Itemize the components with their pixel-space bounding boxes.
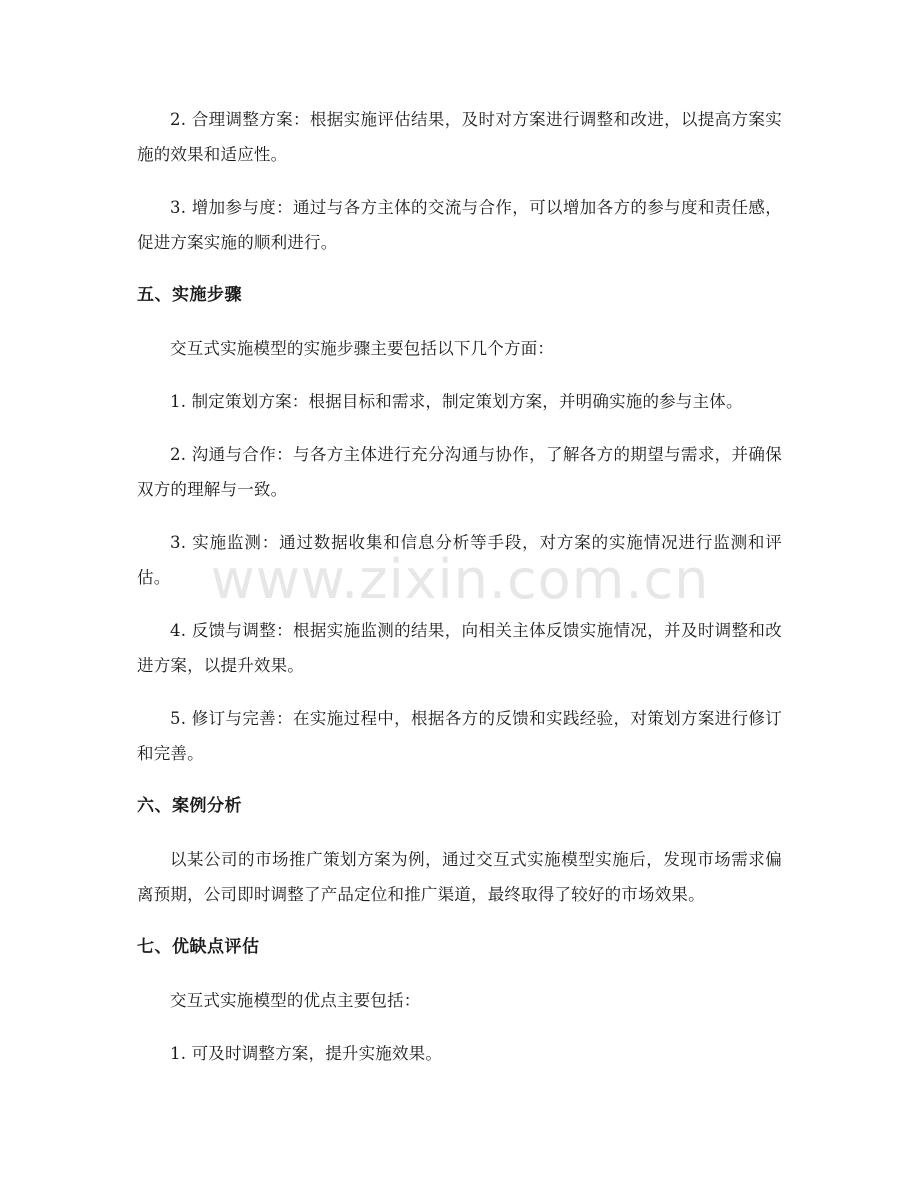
paragraph-step-revise: 5. 修订与完善：在实施过程中，根据各方的反馈和实践经验，对策划方案进行修订和完善。 xyxy=(137,709,782,763)
paragraph-pro-1: 1. 可及时调整方案，提升实施效果。 xyxy=(170,1044,443,1063)
paragraph-adjust-plan: 2. 合理调整方案：根据实施评估结果，及时对方案进行调整和改进，以提高方案实施的效果和适应性。 xyxy=(137,110,782,164)
document-body xyxy=(137,102,782,1089)
section-heading-case-study: 六、案例分析 xyxy=(137,796,242,816)
paragraph-step-plan: 1. 制定策划方案：根据目标和需求，制定策划方案，并明确实施的参与主体。 xyxy=(170,392,743,411)
section-heading-pros-cons: 七、优缺点评估 xyxy=(137,937,260,957)
paragraph-steps-intro: 交互式实施模型的实施步骤主要包括以下几个方面： xyxy=(170,339,555,358)
section-heading-implementation-steps: 五、实施步骤 xyxy=(137,285,242,305)
paragraph-increase-participation: 3. 增加参与度：通过与各方主体的交流与合作，可以增加各方的参与度和责任感，促进方案实施的顺利进行。 xyxy=(137,198,782,252)
paragraph-pros-intro: 交互式实施模型的优点主要包括： xyxy=(170,991,421,1010)
paragraph-case-study: 以某公司的市场推广策划方案为例，通过交互式实施模型实施后，发现市场需求偏离预期，公司即时调整了产品定位和推广渠道，最终取得了较好的市场效果。 xyxy=(137,850,782,904)
paragraph-step-communicate: 2. 沟通与合作：与各方主体进行充分沟通与协作，了解各方的期望与需求，并确保双方的理解与一致。 xyxy=(137,445,782,499)
paragraph-step-monitor: 3. 实施监测：通过数据收集和信息分析等手段，对方案的实施情况进行监测和评估。 xyxy=(137,533,782,587)
watermark: www.zixin.com.cn xyxy=(210,548,710,611)
paragraph-step-feedback: 4. 反馈与调整：根据实施监测的结果，向相关主体反馈实施情况，并及时调整和改进方案，以提升效果。 xyxy=(137,621,782,675)
